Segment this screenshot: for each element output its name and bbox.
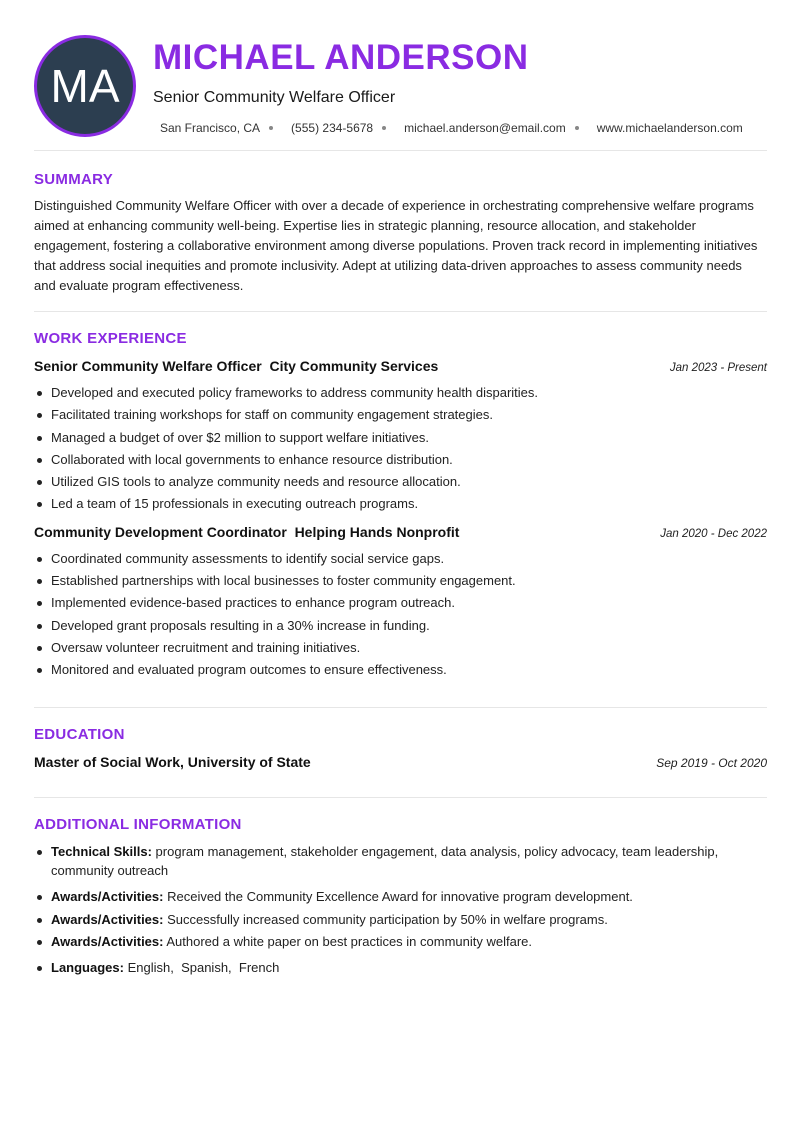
contact-location: San Francisco, CA [160,121,261,135]
list-item [34,910,767,929]
list-item: Developed grant proposals resulting in a 30% increase in funding. [34,615,767,637]
additional-list [34,842,767,977]
job-title: Senior Community Welfare Officer City Community Services [34,358,439,374]
resume-header [34,0,767,151]
list-item: Led a team of 15 professionals in executing outreach programs. [34,493,767,515]
list-item: Monitored and evaluated program outcomes to ensure effectiveness. [34,659,767,681]
list-item: Oversaw volunteer recruitment and training initiatives. [34,637,767,659]
contact-website[interactable]: www.michaelanderson.com [596,121,743,135]
item-label: Awards/Activities: [51,911,164,927]
job-entry [34,524,767,682]
resume-page [34,0,767,981]
contact-info [160,121,743,135]
item-text: program management, stakeholder engagement, data analysis, policy advocacy, team leadership, community outreach [51,844,719,878]
separator-dot-icon [382,126,386,130]
education-dates: Sep 2019 - Oct 2020 [656,756,767,770]
list-item: Developed and executed policy frameworks to address community health disparities. [34,382,767,404]
section-heading: SUMMARY [34,171,114,188]
candidate-title: Senior Community Welfare Officer [153,89,396,106]
list-item: Collaborated with local governments to enhance resource distribution. [34,449,767,471]
separator-dot-icon [269,126,273,130]
item-text: English, Spanish, French [127,960,280,975]
summary-section [34,151,767,312]
item-label: Awards/Activities: [51,934,164,949]
separator-dot-icon [575,126,579,130]
job-dates: Jan 2023 - Present [669,362,767,374]
list-item: Implemented evidence-based practices to enhance program outreach. [34,592,767,614]
list-item: Established partnerships with local businesses to foster community engagement. [34,570,767,592]
job-title: Community Development Coordinator Helping Hands Nonprofit [34,523,460,540]
list-item [34,887,767,906]
job-dates: Jan 2020 - Dec 2022 [660,527,767,540]
contact-phone: (555) 234-5678 [291,121,374,135]
list-item [34,842,767,880]
item-label: Languages: [51,960,124,975]
item-text: Authored a white paper on best practices in community welfare. [166,934,533,949]
degree: Master of Social Work, University of State [34,754,311,770]
list-item: Facilitated training workshops for staff on community engagement strategies. [34,404,767,426]
job-entry [34,358,767,516]
summary-text: Distinguished Community Welfare Officer with over a decade of experience in orchestrating comprehensive welfare programs aimed at enhancing community well-being. Expertise lies in strategic planning, resource allocation, and stakeholder engagement, fostering a collaborative environment among diverse populations. Proven track record in implementing initiatives that address social inequities and promote inclusivity. Adept at utilizing data-driven approaches to assess community needs and evaluate program effectiveness. [34,198,758,293]
list-item [34,958,767,977]
list-item: Managed a budget of over $2 million to support welfare initiatives. [34,427,767,449]
list-item [34,932,767,951]
list-item: Coordinated community assessments to identify social service gaps. [34,548,767,570]
additional-info-section [34,798,767,977]
job-bullets [34,382,767,516]
job-bullets [34,548,767,682]
avatar [34,35,136,137]
education-section [34,708,767,798]
item-text: Successfully increased community participation by 50% in welfare programs. [167,911,608,927]
item-label: Technical Skills: [51,844,152,859]
item-text: Received the Community Excellence Award for innovative program development. [167,889,633,904]
candidate-name: MICHAEL ANDERSON [153,38,529,77]
item-label: Awards/Activities: [51,889,164,904]
avatar-initials: MA [50,60,120,112]
work-experience-section [34,312,767,708]
list-item: Utilized GIS tools to analyze community needs and resource allocation. [34,471,767,493]
section-heading: EDUCATION [34,726,125,743]
section-heading: WORK EXPERIENCE [34,330,187,347]
section-heading: ADDITIONAL INFORMATION [34,816,242,833]
contact-email[interactable]: michael.anderson@email.com [404,121,566,135]
